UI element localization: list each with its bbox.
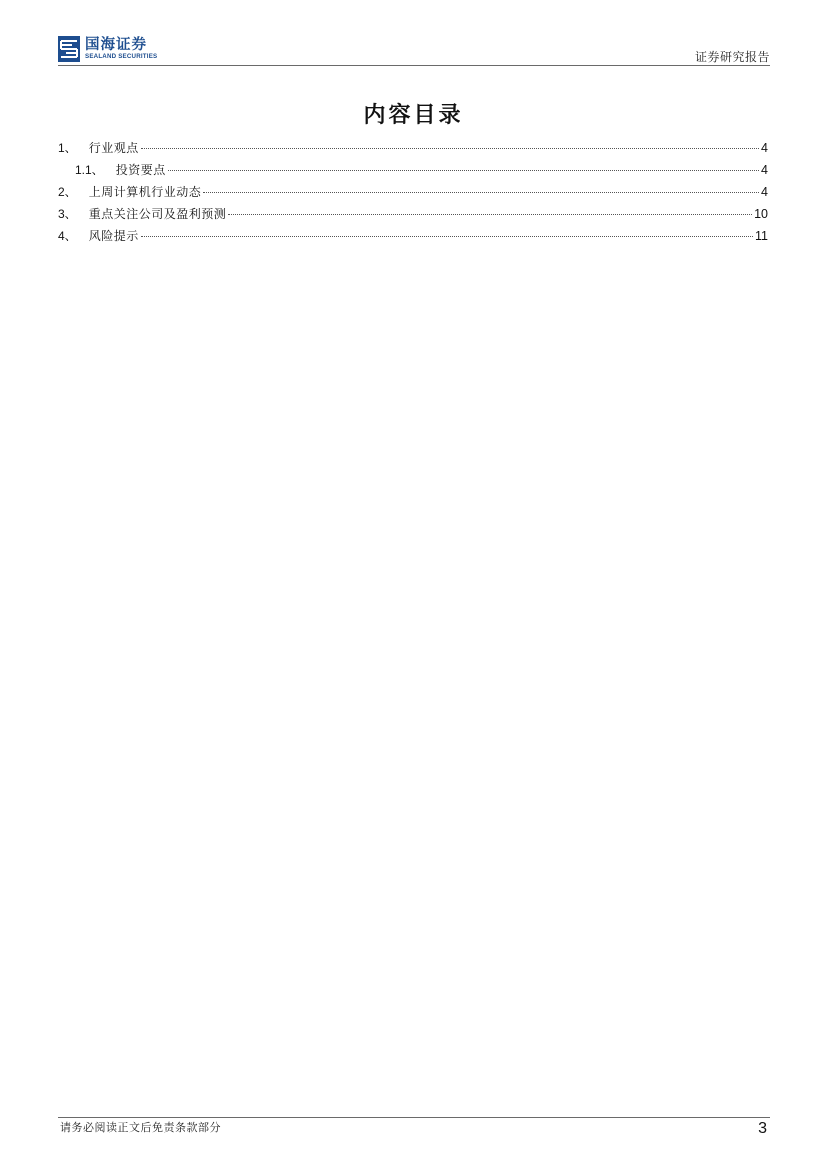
page-number: 3 (758, 1120, 767, 1137)
toc-dot-leader (168, 170, 759, 171)
header-divider (58, 65, 770, 66)
toc-entry-number: 4、 (58, 229, 77, 243)
toc-entry[interactable] (58, 227, 768, 249)
toc-entry[interactable] (58, 139, 768, 161)
logo-chinese-name: 国海证券 (85, 36, 147, 53)
company-logo (58, 36, 157, 62)
sealand-logo-icon (58, 36, 80, 62)
toc-entry-label: 重点关注公司及盈利预测 (88, 207, 227, 221)
logo-english-name: SEALAND SECURITIES (85, 53, 158, 61)
toc-entry-label: 行业观点 (88, 141, 139, 155)
footer-divider (58, 1117, 770, 1118)
toc-entry-label: 上周计算机行业动态 (88, 185, 202, 199)
toc-entry-number: 1.1、 (75, 163, 104, 177)
toc-dot-leader (228, 214, 752, 215)
toc-dot-leader (141, 236, 753, 237)
toc-entry[interactable] (58, 205, 768, 227)
table-of-contents (58, 139, 768, 249)
toc-entry-number: 2、 (58, 185, 77, 199)
toc-entry-number: 3、 (58, 207, 77, 221)
toc-entry-page: 4 (761, 163, 768, 177)
toc-entry[interactable] (58, 183, 768, 205)
toc-entry-number: 1、 (58, 141, 77, 155)
toc-entry-label: 风险提示 (88, 229, 139, 243)
toc-title: 内容目录 (363, 103, 464, 128)
page-header (58, 34, 770, 64)
toc-entry-page: 4 (761, 141, 768, 155)
toc-entry-label: 投资要点 (115, 163, 166, 177)
toc-entry-page: 10 (754, 207, 768, 221)
footer-disclaimer: 请务必阅读正文后免责条款部分 (60, 1121, 221, 1134)
toc-dot-leader (141, 148, 759, 149)
toc-entry-page: 11 (755, 229, 768, 243)
toc-dot-leader (203, 192, 759, 193)
toc-entry[interactable] (58, 161, 768, 183)
toc-entry-page: 4 (761, 185, 768, 199)
report-type-label: 证券研究报告 (694, 50, 770, 64)
